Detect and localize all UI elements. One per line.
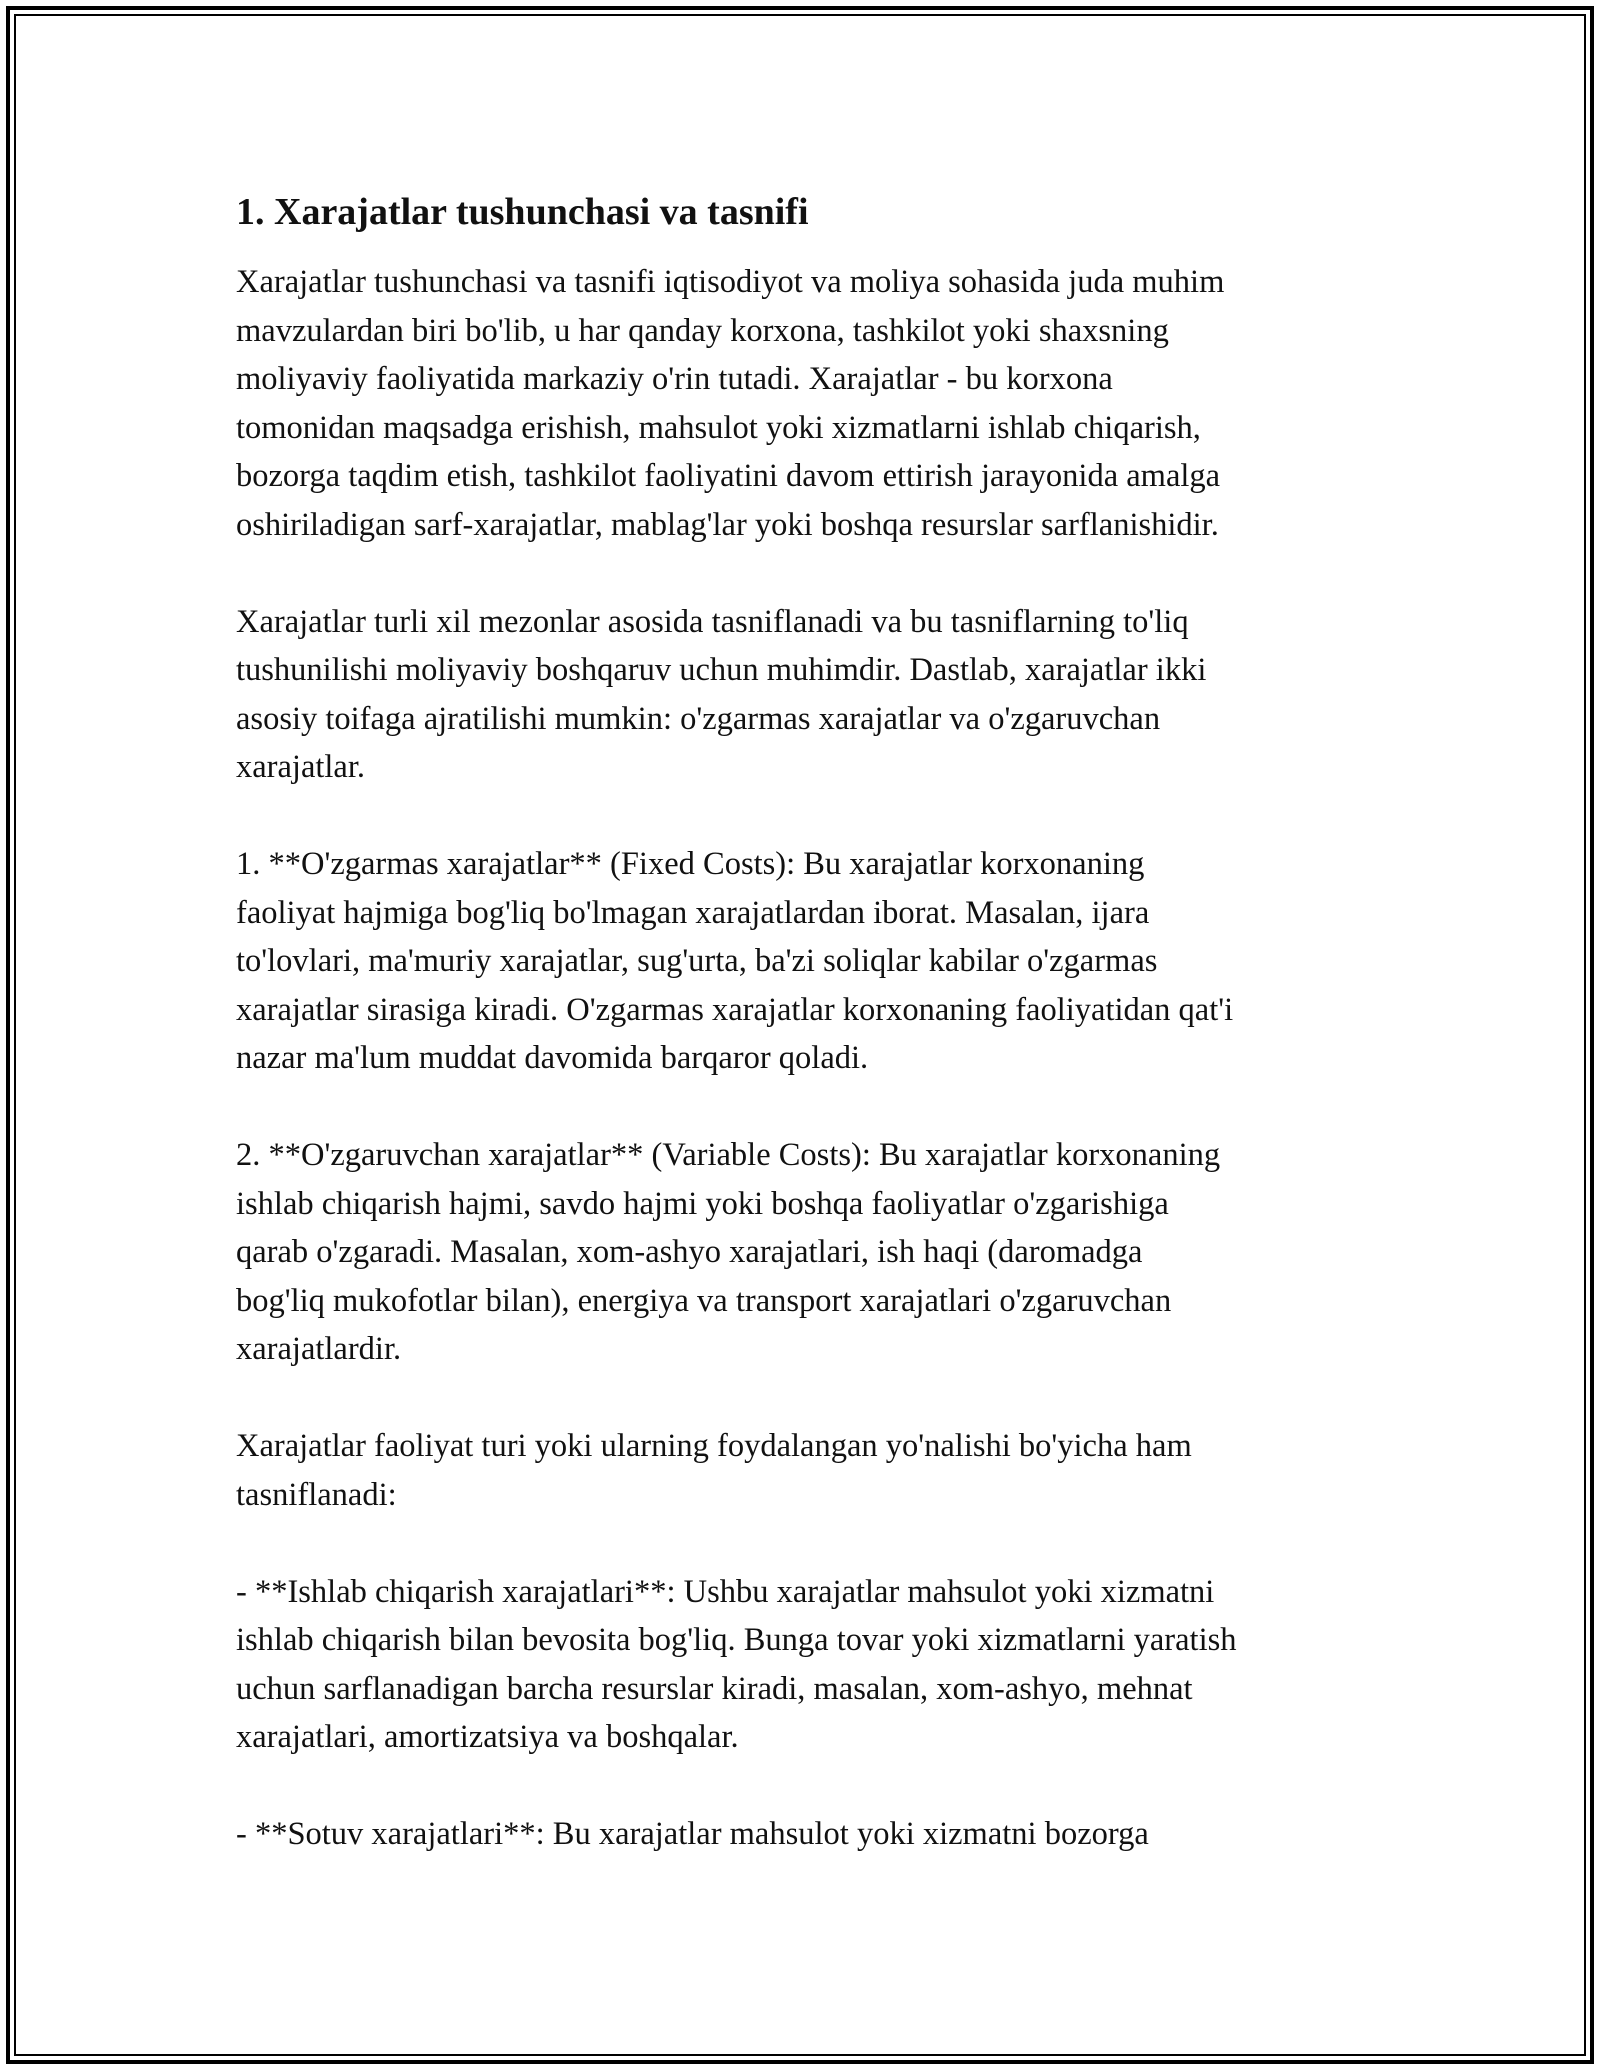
text-line: oshiriladigan sarf-xarajatlar, mablag'lar yoki boshqa resurslar sarflanishidir. xyxy=(236,506,1219,543)
text-line: asosiy toifaga ajratilishi mumkin: o'zgarmas xarajatlar va o'zgaruvchan xyxy=(236,700,1161,737)
paragraph-variable-costs xyxy=(236,1131,1376,1374)
text-line: Xarajatlar turli xil mezonlar asosida tasniflanadi va bu tasniflarning to'liq xyxy=(236,603,1189,640)
text-line: bog'liq mukofotlar bilan), energiya va transport xarajatlari o'zgaruvchan xyxy=(236,1282,1172,1319)
text-line: mavzulardan biri bo'lib, u har qanday korxona, tashkilot yoki shaxsning xyxy=(236,312,1169,349)
paragraph-spacer xyxy=(236,1519,1376,1568)
text-line: to'lovlari, ma'muriy xarajatlar, sug'urta, ba'zi soliqlar kabilar o'zgarmas xyxy=(236,943,1158,979)
paragraph-spacer xyxy=(236,549,1376,598)
text-line: moliyaviy faoliyatida markaziy o'rin tutadi. Xarajatlar - bu korxona xyxy=(236,361,1113,397)
paragraph-spacer xyxy=(236,1762,1376,1811)
text-line: ishlab chiqarish bilan bevosita bog'liq. Bunga tovar yoki xizmatlarni yaratish xyxy=(236,1622,1237,1658)
text-line: xarajatlar sirasiga kiradi. O'zgarmas xarajatlar korxonaning faoliyatidan qat'i xyxy=(236,991,1234,1028)
text-line: xarajatlari, amortizatsiya va boshqalar. xyxy=(236,1719,739,1755)
text-line: 2. **O'zgaruvchan xarajatlar** (Variable Costs): Bu xarajatlar korxonaning xyxy=(236,1137,1221,1173)
paragraph-classification xyxy=(236,598,1376,792)
paragraph-spacer xyxy=(236,1083,1376,1132)
text-line: tasniflanadi: xyxy=(236,1476,397,1513)
document-body xyxy=(236,188,1376,1859)
text-line: faoliyat hajmiga bog'liq bo'lmagan xarajatlardan iborat. Masalan, ijara xyxy=(236,894,1150,931)
paragraph-spacer xyxy=(236,1374,1376,1423)
paragraph-spacer xyxy=(236,792,1376,841)
text-line: Xarajatlar faoliyat turi yoki ularning foydalangan yo'nalishi bo'yicha ham xyxy=(236,1428,1192,1464)
section-heading: 1. Xarajatlar tushunchasi va tasnifi xyxy=(236,191,809,233)
text-line: ishlab chiqarish hajmi, savdo hajmi yoki boshqa faoliyatlar o'zgarishiga xyxy=(236,1185,1169,1222)
text-line: - **Sotuv xarajatlari**: Bu xarajatlar mahsulot yoki xizmatni bozorga xyxy=(236,1816,1149,1852)
paragraph-intro xyxy=(236,258,1376,549)
text-line: qarab o'zgaradi. Masalan, xom-ashyo xarajatlari, ish haqi (daromadga xyxy=(236,1234,1143,1270)
text-line: tomonidan maqsadga erishish, mahsulot yoki xizmatlarni ishlab chiqarish, xyxy=(236,409,1201,446)
text-line: xarajatlar. xyxy=(236,749,366,785)
text-line: xarajatlardir. xyxy=(236,1331,402,1367)
paragraph-sales-costs xyxy=(236,1810,1376,1859)
text-line: 1. **O'zgarmas xarajatlar** (Fixed Costs): Bu xarajatlar korxonaning xyxy=(236,846,1145,882)
text-line: tushunilishi moliyaviy boshqaruv uchun muhimdir. Dastlab, xarajatlar ikki xyxy=(236,652,1207,688)
paragraph-production-costs xyxy=(236,1568,1376,1762)
text-line: nazar ma'lum muddat davomida barqaror qoladi. xyxy=(236,1040,869,1076)
paragraph-activity-type xyxy=(236,1422,1376,1519)
text-line: - **Ishlab chiqarish xarajatlari**: Ushbu xarajatlar mahsulot yoki xizmatni xyxy=(236,1573,1215,1610)
paragraph-fixed-costs xyxy=(236,840,1376,1083)
text-line: uchun sarflanadigan barcha resurslar kiradi, masalan, xom-ashyo, mehnat xyxy=(236,1670,1193,1707)
text-line: Xarajatlar tushunchasi va tasnifi iqtisodiyot va moliya sohasida juda muhim xyxy=(236,264,1225,300)
text-line: bozorga taqdim etish, tashkilot faoliyatini davom ettirish jarayonida amalga xyxy=(236,458,1221,494)
